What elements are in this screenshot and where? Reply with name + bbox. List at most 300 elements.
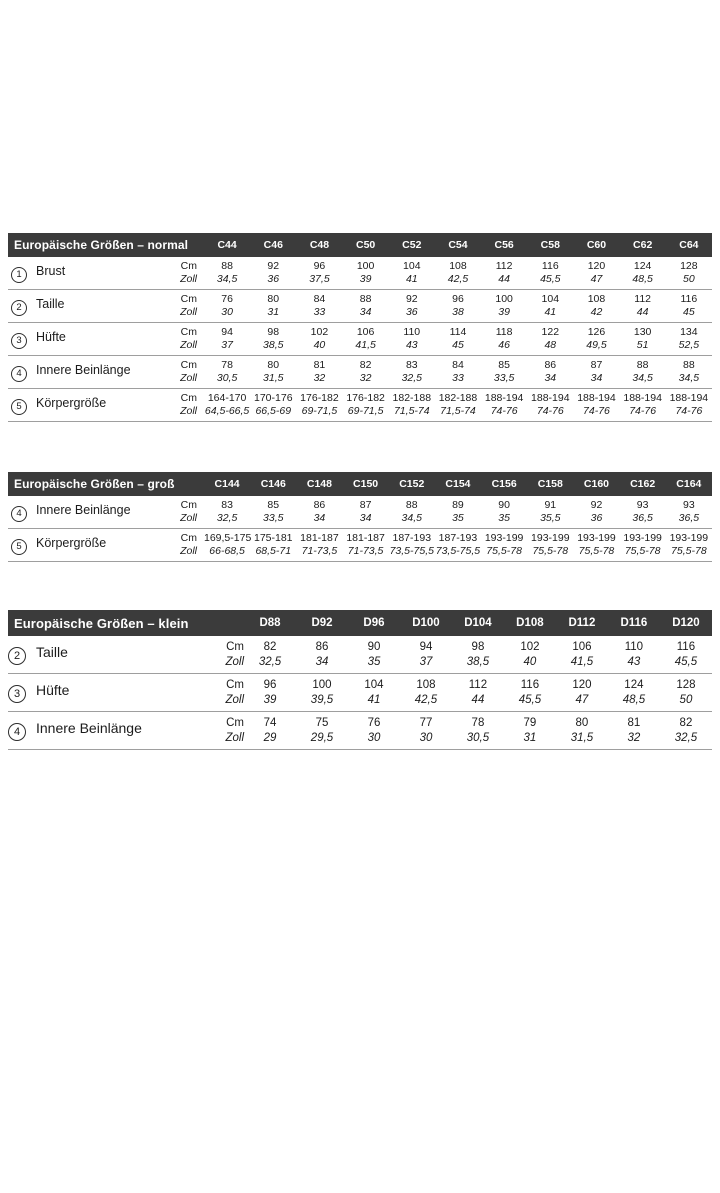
value-cell xyxy=(389,257,435,290)
value-cell xyxy=(296,290,342,323)
zoll-value: 34 xyxy=(313,512,326,524)
header-row xyxy=(8,233,712,257)
zoll-value: 31 xyxy=(523,731,537,744)
row-number-badge: 5 xyxy=(11,539,27,555)
measurement-row xyxy=(8,674,712,712)
header-row xyxy=(8,610,712,636)
value-cell xyxy=(666,290,712,323)
row-label xyxy=(8,496,158,529)
cm-value: 88 xyxy=(683,359,695,371)
cm-value: 96 xyxy=(313,260,326,272)
zoll-value: 34 xyxy=(359,306,372,318)
zoll-value: 71,5-74 xyxy=(393,405,430,417)
value-cell xyxy=(620,389,666,422)
value-cell xyxy=(400,674,452,712)
cm-value: 88 xyxy=(221,260,233,272)
value-cell xyxy=(250,290,296,323)
value-cell xyxy=(343,356,389,389)
value-cell xyxy=(660,636,712,674)
cm-value: 182-188 xyxy=(438,392,478,404)
value-cell xyxy=(666,356,712,389)
zoll-value: 38,5 xyxy=(263,339,284,351)
measurement-row xyxy=(8,712,712,750)
cm-value: 78 xyxy=(221,359,233,371)
cm-value: 88 xyxy=(636,359,649,371)
value-cell xyxy=(204,290,250,323)
zoll-value: 73,5-75,5 xyxy=(435,545,481,557)
value-cell xyxy=(435,529,481,562)
value-cell xyxy=(296,636,348,674)
cm-value: 93 xyxy=(636,499,649,511)
value-cell xyxy=(481,496,527,529)
zoll-value: 48,5 xyxy=(622,693,646,706)
cm-value: 188-194 xyxy=(531,392,570,404)
value-cell xyxy=(343,529,389,562)
zoll-value: 43 xyxy=(627,655,641,668)
cm-value: 120 xyxy=(572,679,592,691)
value-cell xyxy=(666,257,712,290)
row-number-badge: 1 xyxy=(11,267,27,283)
cm-value: 86 xyxy=(313,499,326,511)
cm-value: 76 xyxy=(367,717,381,729)
size-table-klein xyxy=(8,610,712,750)
row-number-badge: 3 xyxy=(11,333,27,349)
cm-value: 84 xyxy=(313,293,326,305)
row-label xyxy=(8,674,194,712)
value-cell xyxy=(250,389,296,422)
value-cell xyxy=(573,257,619,290)
value-cell xyxy=(348,674,400,712)
zoll-value: 50 xyxy=(679,693,693,706)
value-cell xyxy=(343,496,389,529)
zoll-value: 34,5 xyxy=(678,372,700,384)
zoll-value: 71-73,5 xyxy=(347,545,384,557)
measurement-row xyxy=(8,636,712,674)
value-cell xyxy=(481,529,527,562)
cm-value: 104 xyxy=(403,260,421,272)
value-cell xyxy=(527,529,573,562)
value-cell xyxy=(343,323,389,356)
value-cell xyxy=(296,257,342,290)
cm-value: 169,5-175 xyxy=(204,532,252,544)
cm-value: 193-199 xyxy=(577,532,616,544)
table-title: Europäische Größen – normal xyxy=(8,233,204,257)
unit-cm-label: Cm xyxy=(180,260,198,272)
cm-value: 106 xyxy=(356,326,375,338)
measurement-row xyxy=(8,529,712,562)
cm-value: 128 xyxy=(676,679,696,691)
value-cell xyxy=(556,636,608,674)
value-cell xyxy=(573,529,619,562)
value-cell xyxy=(296,712,348,750)
zoll-value: 47 xyxy=(590,273,603,285)
value-cell xyxy=(573,356,619,389)
value-cell xyxy=(435,496,481,529)
zoll-value: 44 xyxy=(636,306,649,318)
column-header-D92: D92 xyxy=(296,610,348,636)
zoll-value: 66-68,5 xyxy=(209,545,245,557)
cm-value: 116 xyxy=(520,679,540,691)
value-cell xyxy=(620,323,666,356)
zoll-value: 34,5 xyxy=(401,512,422,524)
header-row xyxy=(8,472,712,496)
value-cell xyxy=(250,496,296,529)
measurement-row xyxy=(8,389,712,422)
value-cell xyxy=(608,712,660,750)
zoll-value: 33 xyxy=(452,372,464,384)
unit-cm-label: Cm xyxy=(226,641,245,653)
column-header-C64: C64 xyxy=(666,233,712,257)
unit-labels xyxy=(194,674,244,712)
row-label xyxy=(8,712,194,750)
zoll-value: 69-71,5 xyxy=(301,405,338,417)
unit-labels xyxy=(194,712,244,750)
zoll-value: 36 xyxy=(267,273,280,285)
value-cell xyxy=(527,356,573,389)
cm-value: 110 xyxy=(624,641,644,653)
value-cell xyxy=(660,712,712,750)
row-label-text: Taille xyxy=(36,296,65,311)
unit-labels xyxy=(158,290,204,323)
zoll-value: 45 xyxy=(452,339,464,351)
cm-value: 94 xyxy=(221,326,233,338)
unit-cm-label: Cm xyxy=(180,293,198,305)
cm-value: 88 xyxy=(359,293,372,305)
column-header-C146: C146 xyxy=(250,472,296,496)
cm-value: 120 xyxy=(587,260,606,272)
column-header-C48: C48 xyxy=(296,233,342,257)
unit-zoll-label: Zoll xyxy=(225,731,245,744)
column-header-C162: C162 xyxy=(620,472,666,496)
row-label xyxy=(8,257,158,290)
value-cell xyxy=(389,496,435,529)
zoll-value: 49,5 xyxy=(586,339,607,351)
cm-value: 110 xyxy=(403,326,421,338)
zoll-value: 34 xyxy=(590,372,603,384)
zoll-value: 32,5 xyxy=(674,731,698,744)
column-header-C152: C152 xyxy=(389,472,435,496)
unit-cm-label: Cm xyxy=(180,532,197,544)
zoll-value: 74-76 xyxy=(629,405,657,417)
zoll-value: 47 xyxy=(575,693,589,706)
value-cell xyxy=(620,496,666,529)
value-cell xyxy=(452,674,504,712)
zoll-value: 39,5 xyxy=(310,693,334,706)
column-header-C60: C60 xyxy=(573,233,619,257)
cm-value: 82 xyxy=(263,641,277,653)
zoll-value: 30 xyxy=(419,731,433,744)
cm-value: 124 xyxy=(624,679,644,691)
value-cell xyxy=(296,674,348,712)
column-header-C62: C62 xyxy=(620,233,666,257)
zoll-value: 34 xyxy=(359,512,372,524)
cm-value: 116 xyxy=(680,293,698,305)
value-cell xyxy=(389,290,435,323)
value-cell xyxy=(608,636,660,674)
cm-value: 80 xyxy=(575,717,589,729)
value-cell xyxy=(481,389,527,422)
value-cell xyxy=(573,323,619,356)
zoll-value: 36 xyxy=(590,512,603,524)
value-cell xyxy=(435,323,481,356)
value-cell xyxy=(348,712,400,750)
zoll-value: 31,5 xyxy=(570,731,594,744)
row-label xyxy=(8,356,158,389)
table-title: Europäische Größen – klein xyxy=(8,610,244,636)
value-cell xyxy=(481,356,527,389)
row-label xyxy=(8,636,194,674)
zoll-value: 33,5 xyxy=(493,372,515,384)
value-cell xyxy=(296,389,342,422)
cm-value: 134 xyxy=(680,326,698,338)
cm-value: 84 xyxy=(452,359,464,371)
zoll-value: 32 xyxy=(627,731,641,744)
value-cell xyxy=(250,529,296,562)
row-label-text: Körpergröße xyxy=(36,535,107,550)
zoll-value: 50 xyxy=(683,273,695,285)
cm-value: 92 xyxy=(405,293,418,305)
zoll-value: 51 xyxy=(636,339,649,351)
value-cell xyxy=(666,323,712,356)
value-cell xyxy=(204,496,250,529)
zoll-value: 30 xyxy=(367,731,381,744)
value-cell xyxy=(389,389,435,422)
cm-value: 74 xyxy=(263,717,277,729)
value-cell xyxy=(348,636,400,674)
value-cell xyxy=(504,712,556,750)
zoll-value: 39 xyxy=(263,693,277,706)
row-number-badge: 2 xyxy=(8,647,26,665)
value-cell xyxy=(573,496,619,529)
zoll-value: 45,5 xyxy=(540,273,561,285)
cm-value: 193-199 xyxy=(484,532,524,544)
measurement-row xyxy=(8,257,712,290)
zoll-value: 32 xyxy=(359,372,372,384)
value-cell xyxy=(204,323,250,356)
value-cell xyxy=(343,257,389,290)
cm-value: 98 xyxy=(267,326,280,338)
column-header-C54: C54 xyxy=(435,233,481,257)
zoll-value: 41 xyxy=(367,693,381,706)
unit-cm-label: Cm xyxy=(180,392,198,404)
value-cell xyxy=(452,636,504,674)
cm-value: 90 xyxy=(367,641,381,653)
zoll-value: 45,5 xyxy=(674,655,698,668)
zoll-value: 33,5 xyxy=(263,512,284,524)
unit-zoll-label: Zoll xyxy=(180,273,198,285)
unit-zoll-label: Zoll xyxy=(180,405,198,417)
cm-value: 108 xyxy=(587,293,606,305)
zoll-value: 41 xyxy=(544,306,557,318)
value-cell xyxy=(573,290,619,323)
row-number-badge: 4 xyxy=(11,366,27,382)
zoll-value: 73,5-75,5 xyxy=(389,545,434,557)
zoll-value: 48 xyxy=(544,339,557,351)
column-header-D96: D96 xyxy=(348,610,400,636)
cm-value: 96 xyxy=(452,293,464,305)
cm-value: 85 xyxy=(267,499,280,511)
unit-cm-label: Cm xyxy=(180,326,198,338)
column-header-C158: C158 xyxy=(527,472,573,496)
unit-zoll-label: Zoll xyxy=(180,306,198,318)
zoll-value: 42,5 xyxy=(447,273,469,285)
column-header-C164: C164 xyxy=(666,472,712,496)
value-cell xyxy=(400,712,452,750)
cm-value: 77 xyxy=(419,717,433,729)
zoll-value: 35 xyxy=(367,655,381,668)
value-cell xyxy=(204,356,250,389)
zoll-value: 34 xyxy=(315,655,329,668)
unit-cm-label: Cm xyxy=(180,499,197,511)
zoll-value: 74-76 xyxy=(536,405,564,417)
cm-value: 79 xyxy=(523,717,537,729)
value-cell xyxy=(389,529,435,562)
zoll-value: 75,5-78 xyxy=(671,545,707,557)
size-table-gross xyxy=(8,472,712,562)
size-table-normal xyxy=(8,233,712,422)
zoll-value: 43 xyxy=(405,339,418,351)
measurement-row xyxy=(8,356,712,389)
row-label-text: Brust xyxy=(36,263,66,278)
value-cell xyxy=(527,323,573,356)
zoll-value: 37 xyxy=(221,339,233,351)
unit-zoll-label: Zoll xyxy=(180,339,198,351)
cm-value: 182-188 xyxy=(392,392,432,404)
cm-value: 104 xyxy=(364,679,384,691)
cm-value: 193-199 xyxy=(669,532,709,544)
unit-zoll-label: Zoll xyxy=(180,545,197,557)
zoll-value: 75,5-78 xyxy=(486,545,522,557)
zoll-value: 32 xyxy=(313,372,326,384)
cm-value: 176-182 xyxy=(300,392,339,404)
value-cell xyxy=(556,712,608,750)
size-chart-page xyxy=(0,233,720,750)
value-cell xyxy=(666,496,712,529)
column-header-C44: C44 xyxy=(204,233,250,257)
zoll-value: 36,5 xyxy=(678,512,700,524)
zoll-value: 41 xyxy=(405,273,418,285)
cm-value: 93 xyxy=(683,499,695,511)
zoll-value: 36,5 xyxy=(632,512,653,524)
value-cell xyxy=(435,389,481,422)
value-cell xyxy=(620,356,666,389)
unit-labels xyxy=(158,257,204,290)
value-cell xyxy=(620,257,666,290)
cm-value: 124 xyxy=(633,260,652,272)
value-cell xyxy=(573,389,619,422)
cm-value: 100 xyxy=(356,260,375,272)
cm-value: 187-193 xyxy=(392,532,432,544)
measurement-row xyxy=(8,290,712,323)
zoll-value: 34 xyxy=(544,372,557,384)
cm-value: 170-176 xyxy=(254,392,293,404)
zoll-value: 35,5 xyxy=(540,512,561,524)
cm-value: 81 xyxy=(627,717,641,729)
row-label-text: Innere Beinlänge xyxy=(36,720,142,736)
zoll-value: 36 xyxy=(405,306,418,318)
value-cell xyxy=(296,323,342,356)
value-cell xyxy=(389,323,435,356)
unit-cm-label: Cm xyxy=(180,359,198,371)
column-header-C154: C154 xyxy=(435,472,481,496)
cm-value: 116 xyxy=(541,260,559,272)
zoll-value: 41,5 xyxy=(355,339,376,351)
row-label-text: Innere Beinlänge xyxy=(36,502,131,517)
value-cell xyxy=(204,529,250,562)
zoll-value: 37,5 xyxy=(309,273,330,285)
cm-value: 108 xyxy=(449,260,467,272)
cm-value: 87 xyxy=(590,359,603,371)
value-cell xyxy=(666,529,712,562)
value-cell xyxy=(527,496,573,529)
cm-value: 81 xyxy=(313,359,326,371)
value-cell xyxy=(204,257,250,290)
cm-value: 98 xyxy=(471,641,485,653)
cm-value: 104 xyxy=(541,293,560,305)
zoll-value: 39 xyxy=(359,273,372,285)
cm-value: 75 xyxy=(315,717,329,729)
cm-value: 175-181 xyxy=(253,532,293,544)
column-header-D116: D116 xyxy=(608,610,660,636)
cm-value: 100 xyxy=(495,293,513,305)
zoll-value: 64,5-66,5 xyxy=(204,405,250,417)
cm-value: 193-199 xyxy=(531,532,570,544)
cm-value: 106 xyxy=(572,641,592,653)
value-cell xyxy=(556,674,608,712)
value-cell xyxy=(481,290,527,323)
row-number-badge: 3 xyxy=(8,685,26,703)
row-label-text: Hüfte xyxy=(36,329,66,344)
unit-labels xyxy=(194,636,244,674)
cm-value: 78 xyxy=(471,717,485,729)
unit-labels xyxy=(158,323,204,356)
value-cell xyxy=(204,389,250,422)
zoll-value: 74-76 xyxy=(490,405,518,417)
unit-zoll-label: Zoll xyxy=(225,655,245,668)
zoll-value: 42,5 xyxy=(414,693,438,706)
cm-value: 82 xyxy=(679,717,693,729)
zoll-value: 38 xyxy=(452,306,464,318)
unit-labels xyxy=(158,529,204,562)
zoll-value: 48,5 xyxy=(632,273,653,285)
zoll-value: 52,5 xyxy=(678,339,700,351)
cm-value: 92 xyxy=(590,499,603,511)
value-cell xyxy=(343,290,389,323)
cm-value: 164-170 xyxy=(207,392,247,404)
value-cell xyxy=(620,529,666,562)
cm-value: 114 xyxy=(449,326,467,338)
cm-value: 102 xyxy=(520,641,540,653)
zoll-value: 30,5 xyxy=(466,731,490,744)
column-header-C52: C52 xyxy=(389,233,435,257)
row-label xyxy=(8,290,158,323)
value-cell xyxy=(244,712,296,750)
zoll-value: 32,5 xyxy=(401,372,422,384)
column-header-C150: C150 xyxy=(343,472,389,496)
cm-value: 90 xyxy=(498,499,510,511)
value-cell xyxy=(504,636,556,674)
value-cell xyxy=(400,636,452,674)
cm-value: 181-187 xyxy=(300,532,339,544)
cm-value: 122 xyxy=(541,326,560,338)
cm-value: 188-194 xyxy=(484,392,524,404)
value-cell xyxy=(527,389,573,422)
value-cell xyxy=(527,290,573,323)
cm-value: 108 xyxy=(416,679,436,691)
cm-value: 88 xyxy=(405,499,418,511)
zoll-value: 35 xyxy=(498,512,510,524)
value-cell xyxy=(250,257,296,290)
